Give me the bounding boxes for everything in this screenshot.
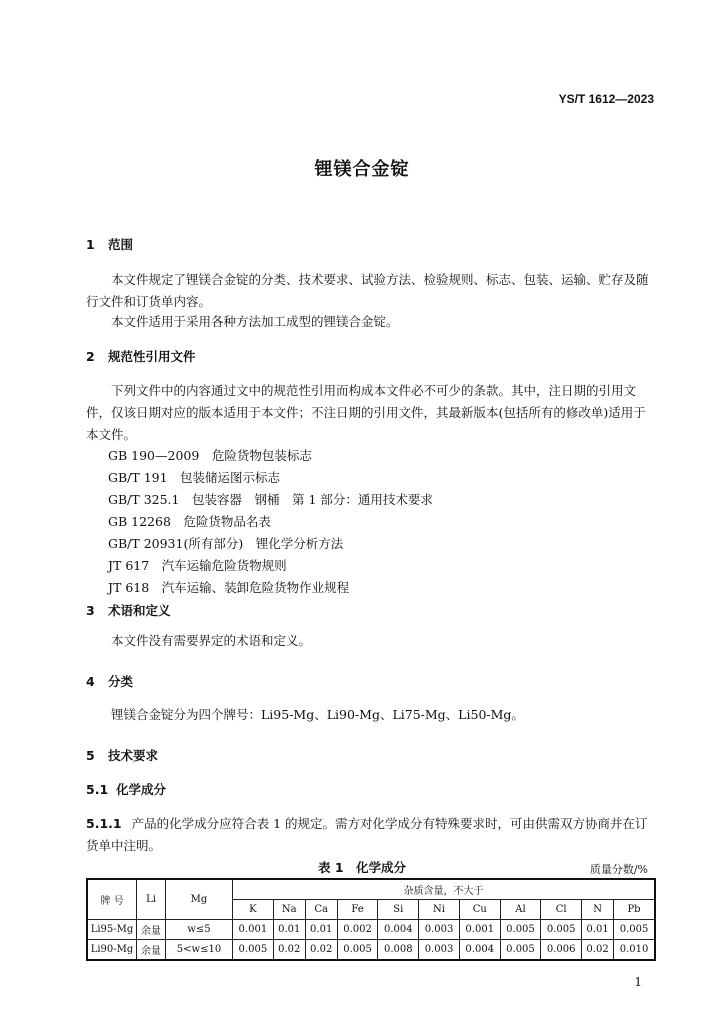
cell-value: 0.01 [582,920,614,940]
cell-value: 0.01 [273,920,305,940]
cell-value: 0.005 [337,940,378,961]
cell-value: 0.006 [541,940,582,961]
table-row [87,940,655,961]
cell-mg: w≤5 [166,920,233,940]
cell-value: 0.02 [305,940,337,961]
table-caption: 表 1 化学成分 [317,860,407,875]
section-4-heading [86,672,133,690]
section-title: 范围 [108,237,134,252]
section-title: 分类 [108,674,134,689]
element-header: Na [273,900,305,920]
header-mg: Mg [166,879,233,920]
table-row [87,920,655,940]
section-2-paragraph-1: 下列文件中的内容通过文中的规范性引用而构成本文件必不可少的条款。其中，注日期的引用文件，仅该日期对应的版本适用于本文件；不注日期的引用文件，其最新版本(包括所有的修改单)适用于本文件。 [86,383,646,442]
section-number: 1 [86,237,95,252]
section-5-heading [86,746,158,764]
table-header-row [87,879,655,900]
cell-value: 0.008 [378,940,419,961]
cell-value: 0.02 [273,940,305,961]
cell-li: 余量 [137,920,166,940]
element-header: Fe [337,900,378,920]
section-title: 技术要求 [108,748,159,763]
section-3-paragraph: 本文件没有需要界定的术语和定义。 [111,633,312,648]
cell-value: 0.003 [419,920,460,940]
document-title: 锂镁合金锭 [314,159,410,180]
section-3-heading [86,601,171,619]
reference-item: GB/T 20931(所有部分) 锂化学分析方法 [108,536,344,551]
section-1-paragraph-1: 本文件规定了锂镁合金锭的分类、技术要求、试验方法、检验规则、标志、包装、运输、贮存及随行文件和订货单内容。 [86,272,649,309]
cell-grade: Li90-Mg [87,940,137,961]
cell-value: 0.01 [305,920,337,940]
cell-grade: Li95-Mg [87,920,137,940]
section-number: 5.1 [86,782,109,797]
clause-number: 5.1.1 [86,816,122,831]
standard-number: YS/T 1612—2023 [558,92,654,106]
cell-value: 0.02 [582,940,614,961]
cell-value: 0.005 [500,940,541,961]
section-number: 5 [86,748,95,763]
section-2-heading [86,347,196,365]
element-header: Al [500,900,541,920]
chemical-composition-table [86,878,656,961]
reference-item: JT 618 汽车运输、装卸危险货物作业规程 [108,580,350,595]
reference-item: GB 12268 危险货物品名表 [108,514,271,529]
section-title: 术语和定义 [108,603,171,618]
section-number: 2 [86,349,95,364]
element-header: Si [378,900,419,920]
cell-value: 0.003 [419,940,460,961]
reference-item: JT 617 汽车运输危险货物规则 [108,558,287,573]
element-header: N [582,900,614,920]
header-li: Li [137,879,166,920]
cell-value: 0.010 [614,940,655,961]
cell-value: 0.004 [459,940,500,961]
section-4-paragraph: 锂镁合金锭分为四个牌号：Li95-Mg、Li90-Mg、Li75-Mg、Li50-Mg。 [111,707,524,722]
cell-value: 0.005 [614,920,655,940]
cell-value: 0.004 [378,920,419,940]
section-1-paragraph-2: 本文件适用于采用各种方法加工成型的锂镁合金锭。 [111,314,399,329]
cell-value: 0.001 [233,920,274,940]
element-header: Ca [305,900,337,920]
cell-value: 0.005 [541,920,582,940]
cell-value: 0.005 [500,920,541,940]
table-unit: 质量分数/% [589,863,648,876]
cell-value: 0.005 [233,940,274,961]
element-header: Ni [419,900,460,920]
section-number: 4 [86,674,95,689]
clause-text: 产品的化学成分应符合表 1 的规定。需方对化学成分有特殊要求时，可由供需双方协商并在订货单中注明。 [86,816,648,853]
reference-item: GB 190—2009 危险货物包装标志 [108,448,312,463]
element-header: Cu [459,900,500,920]
cell-value: 0.002 [337,920,378,940]
element-header: Cl [541,900,582,920]
cell-li: 余量 [137,940,166,961]
header-impurity: 杂质含量，不大于 [233,879,656,900]
cell-value: 0.001 [459,920,500,940]
reference-item: GB/T 191 包装储运图示标志 [108,470,281,485]
element-header: Pb [614,900,655,920]
section-title: 规范性引用文件 [108,349,196,364]
header-grade: 牌 号 [87,879,137,920]
page-number: 1 [634,975,642,989]
reference-item: GB/T 325.1 包装容器 钢桶 第 1 部分：通用技术要求 [108,492,433,507]
clause-5-1-1 [86,813,658,857]
section-number: 3 [86,603,95,618]
section-title: 化学成分 [116,782,167,797]
section-5-1-heading [86,780,166,798]
element-header: K [233,900,274,920]
cell-mg: 5<w≤10 [166,940,233,961]
section-1-heading [86,235,133,253]
